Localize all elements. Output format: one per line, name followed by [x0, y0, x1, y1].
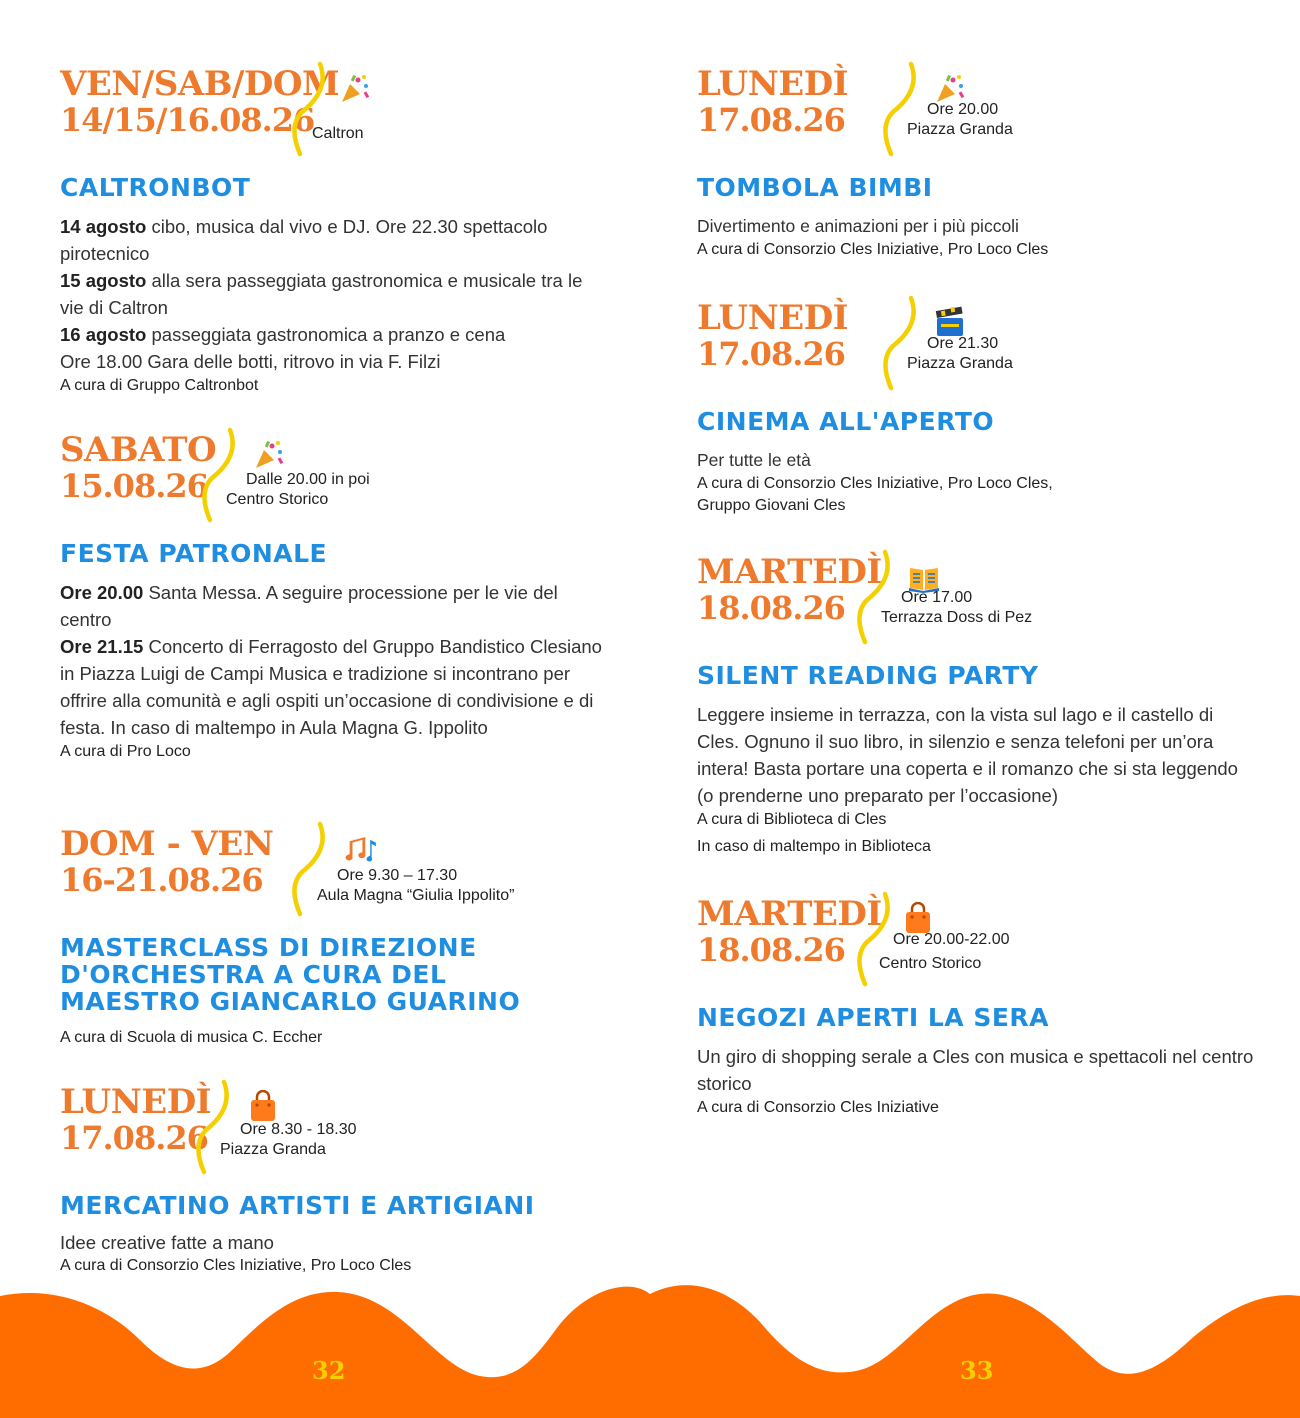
event-title: MASTERCLASS DI DIREZIONE D'ORCHESTRA A CURA DEL MAESTRO GIANCARLO GUARINO [60, 933, 521, 1016]
event-title: CINEMA ALL'APERTO [697, 407, 995, 436]
page-number-left: 32 [312, 1356, 346, 1385]
event-festa-patronale [60, 432, 610, 763]
event-credit: A cura di Consorzio Cles Iniziative, Pro Loco Cles [60, 1257, 412, 1274]
event-date: 16-21.08.26 [60, 861, 263, 899]
event-date-block [60, 432, 610, 532]
event-date: 17.08.26 [60, 1119, 208, 1157]
event-day: LUNEDÌ [697, 64, 849, 104]
event-time: Ore 9.30 – 17.30 [337, 867, 458, 884]
event-date-block [60, 826, 610, 926]
event-date-block [697, 300, 1257, 400]
event-meta [907, 100, 1013, 140]
event-credit: A cura di Gruppo Caltronbot [60, 377, 259, 394]
event-date: 18.08.26 [697, 589, 845, 627]
event-time: Ore 20.00 [927, 101, 999, 118]
event-date: 17.08.26 [697, 335, 845, 373]
event-day: MARTEDÌ [697, 894, 882, 934]
event-title: FESTA PATRONALE [60, 539, 328, 568]
event-description [60, 579, 610, 741]
description-line: 16 agosto passeggiata gastronomica a pranzo e cena [60, 324, 506, 345]
event-time: Ore 17.00 [901, 589, 973, 606]
event-meta [317, 866, 514, 906]
event-meta [879, 928, 1010, 976]
event-meta [220, 1120, 357, 1160]
event-masterclass [60, 826, 610, 1049]
event-title: SILENT READING PARTY [697, 661, 1039, 690]
description-line: Ore 18.00 Gara delle botti, ritrovo in via F. Filzi [60, 351, 441, 372]
event-description [60, 213, 610, 375]
event-negozi-aperti [697, 896, 1257, 1119]
event-day: MARTEDÌ [697, 552, 882, 592]
event-date-block [697, 896, 1257, 996]
event-date-block [60, 1084, 610, 1184]
event-time: Dalle 20.00 in poi [246, 471, 370, 488]
event-day: DOM - VEN [60, 824, 274, 864]
event-date: 14/15/16.08.26 [60, 101, 315, 139]
event-silent-reading [697, 554, 1257, 858]
description-line: Ore 21.15 Concerto di Ferragosto del Gruppo Bandistico Clesiano in Piazza Luigi de Campi Musica e tradizione si incontrano per offrire alla comunità e agli ospiti un’occasione di condivisione e di festa. In caso di maltempo in Aula Magna G. Ippolito [60, 636, 602, 738]
event-time: Ore 20.00-22.00 [893, 931, 1010, 948]
event-date: 17.08.26 [697, 101, 845, 139]
event-date-block [697, 66, 1257, 166]
event-location: Terrazza Doss di Pez [881, 609, 1033, 626]
event-location: Piazza Granda [220, 1141, 326, 1158]
event-cinema [697, 300, 1257, 517]
event-meta [881, 588, 1032, 628]
event-credit: A cura di Consorzio Cles Iniziative, Pro Loco Cles, Gruppo Giovani Cles [697, 475, 1053, 514]
event-location: Centro Storico [879, 955, 982, 972]
description-line: Ore 20.00 Santa Messa. A seguire processione per le vie del centro [60, 582, 558, 630]
event-title: TOMBOLA BIMBI [697, 173, 933, 202]
shopping-bag-icon [246, 1090, 280, 1124]
event-tombola-bimbi [697, 66, 1257, 261]
event-day: SABATO [60, 430, 217, 470]
event-day: LUNEDÌ [60, 1082, 212, 1122]
event-date: 18.08.26 [697, 931, 845, 969]
event-date: 15.08.26 [60, 467, 208, 505]
squiggle-divider [282, 60, 332, 160]
event-description [60, 1231, 610, 1255]
event-description [697, 447, 1257, 473]
event-time: Ore 8.30 - 18.30 [240, 1121, 357, 1138]
event-title: NEGOZI APERTI LA SERA [697, 1003, 1050, 1032]
page-number-right: 33 [960, 1356, 994, 1385]
party-popper-icon [338, 72, 372, 106]
event-caltronbot [60, 66, 610, 397]
event-credit: A cura di Consorzio Cles Iniziative [697, 1099, 939, 1116]
description-line: Leggere insieme in terrazza, con la vista sul lago e il castello di Cles. Ognuno il suo libro, in silenzio e senza telefoni per un’ora intera! Basta portare una coperta e il romanzo che si sta leggendo (o prenderne uno preparato per l’occasione) [697, 704, 1238, 806]
event-location: Centro Storico [226, 491, 329, 508]
event-mercatino [60, 1084, 610, 1277]
event-meta [312, 124, 364, 144]
event-title: CALTRONBOT [60, 173, 251, 202]
event-location: Piazza Granda [907, 355, 1013, 372]
event-meta [226, 470, 370, 510]
description-line: Per tutte le età [697, 450, 811, 470]
event-day: VEN/SAB/DOM [60, 64, 340, 104]
event-date-block [60, 66, 610, 166]
event-credit: A cura di Biblioteca di Cles In caso di maltempo in Biblioteca [697, 811, 931, 855]
event-description [697, 701, 1257, 809]
event-description [697, 213, 1257, 239]
music-notes-icon [344, 832, 378, 866]
event-location: Caltron [312, 125, 364, 142]
event-description [697, 1043, 1257, 1097]
event-location: Piazza Granda [907, 121, 1013, 138]
footer-wave [0, 1280, 1300, 1418]
event-credit: A cura di Pro Loco [60, 743, 191, 760]
event-credit: A cura di Scuola di musica C. Eccher [60, 1029, 323, 1046]
description-line: Divertimento e animazioni per i più piccoli [697, 216, 1019, 236]
event-date-block [697, 554, 1257, 654]
description-line: 15 agosto alla sera passeggiata gastronomica e musicale tra le vie di Caltron [60, 270, 583, 318]
event-day: LUNEDÌ [697, 298, 849, 338]
event-location: Aula Magna “Giulia Ippolito” [317, 887, 515, 904]
event-meta [907, 334, 1013, 374]
description-line: Idee creative fatte a mano [60, 1232, 274, 1253]
event-time: Ore 21.30 [927, 335, 999, 352]
description-line: 14 agosto cibo, musica dal vivo e DJ. Ore 22.30 spettacolo pirotecnico [60, 216, 548, 264]
description-line: Un giro di shopping serale a Cles con musica e spettacoli nel centro storico [697, 1046, 1254, 1094]
event-credit: A cura di Consorzio Cles Iniziative, Pro Loco Cles [697, 241, 1049, 258]
event-title: MERCATINO ARTISTI E ARTIGIANI [60, 1191, 535, 1220]
party-popper-icon [252, 438, 286, 472]
